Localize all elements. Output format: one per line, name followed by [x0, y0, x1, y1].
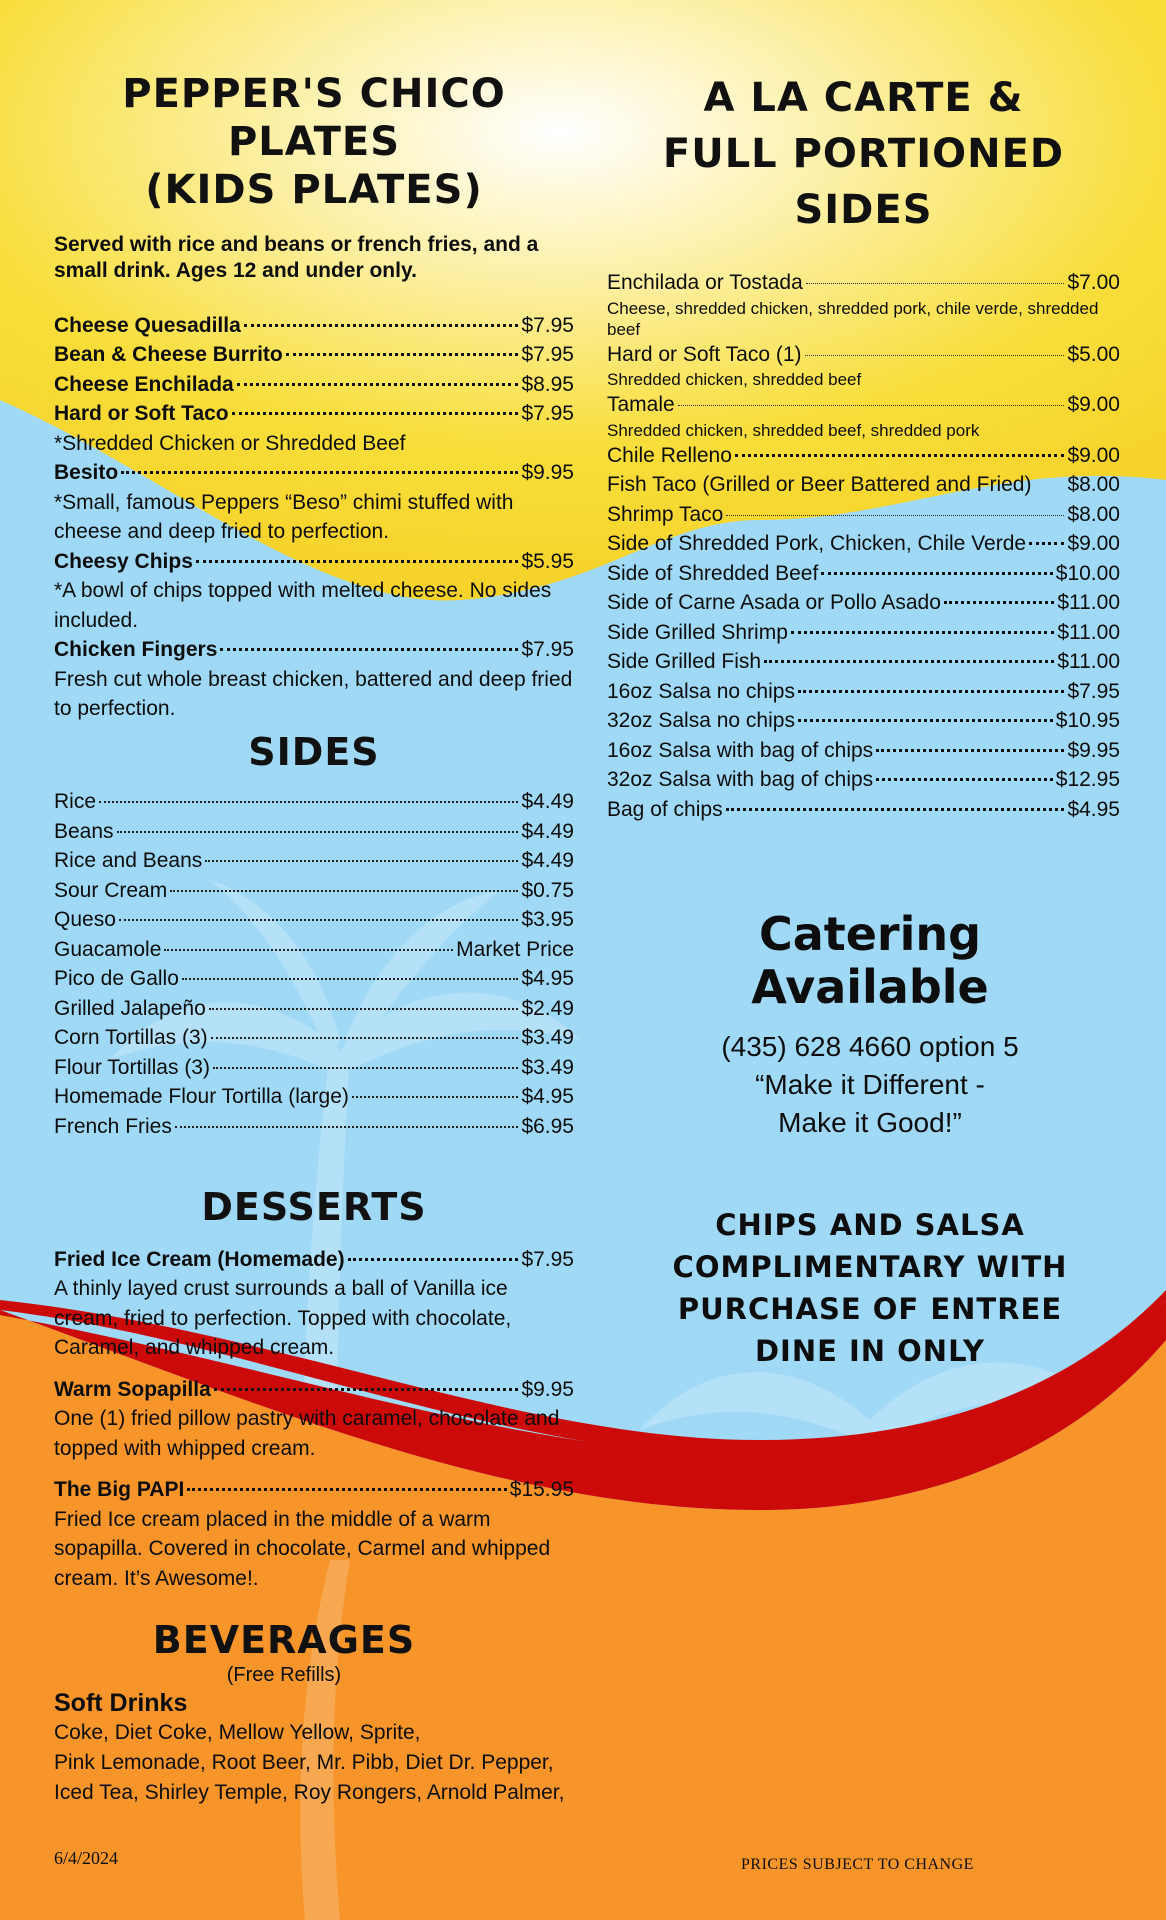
- menu-item-name: The Big PAPI: [54, 1478, 185, 1502]
- menu-item-price: $0.75: [521, 878, 574, 902]
- kids-intro: Served with rice and beans or french fries, and a small drink. Ages 12 and under only.: [54, 233, 539, 283]
- menu-item-price: $9.00: [1067, 443, 1120, 467]
- menu-item-row: [607, 677, 1120, 707]
- menu-item-name: Side of Carne Asada or Pollo Asado: [607, 591, 941, 614]
- menu-item-row: [54, 547, 574, 577]
- menu-item-name: Guacamole: [54, 937, 162, 961]
- alacarte-title-line1: A LA CARTE &: [703, 75, 1024, 121]
- menu-item-name: Cheese Quesadilla: [54, 313, 241, 337]
- menu-item-price: $15.95: [509, 1478, 574, 1502]
- chips-notice-line: COMPLIMENTARY WITH: [672, 1250, 1068, 1284]
- menu-item-row: [607, 529, 1120, 559]
- menu-item-name: Grilled Jalapeño: [54, 996, 206, 1020]
- menu-item-row: [607, 765, 1120, 795]
- menu-item-description: Shredded chicken, shredded beef: [607, 370, 862, 389]
- menu-item-price: $2.49: [521, 996, 574, 1020]
- catering-slogan-line1: “Make it Different -: [755, 1068, 985, 1100]
- menu-item-row: [54, 458, 574, 488]
- menu-item-price: $11.00: [1057, 620, 1120, 644]
- menu-item-name: Sour Cream: [54, 878, 168, 902]
- menu-item-row: [54, 1112, 574, 1142]
- menu-item-price: $11.00: [1057, 650, 1120, 673]
- dot-leader: [735, 454, 1065, 457]
- alacarte-title: [607, 70, 1120, 238]
- menu-item-row: [54, 787, 574, 817]
- beverages-line: Iced Tea, Shirley Temple, Roy Rongers, Arnold Palmer,: [54, 1780, 565, 1804]
- menu-item-price: $8.00: [1067, 473, 1120, 496]
- menu-item-name: Hard or Soft Taco (1): [607, 342, 802, 366]
- menu-item-row: [54, 635, 574, 665]
- menu-item-row: [54, 994, 574, 1024]
- menu-item-price: $5.95: [521, 549, 574, 573]
- menu-item-price: $9.95: [1067, 738, 1120, 762]
- chips-notice-line: CHIPS AND SALSA: [715, 1208, 1025, 1242]
- menu-item-description: *A bowl of chips topped with melted cheese. No sides included.: [54, 579, 552, 632]
- menu-item-row: [607, 500, 1120, 530]
- menu-item-price: $10.00: [1055, 561, 1120, 585]
- alacarte-title-line2: FULL PORTIONED SIDES: [662, 131, 1065, 233]
- menu-item-price: $7.95: [521, 402, 574, 425]
- menu-item-name: Homemade Flour Tortilla (large): [54, 1085, 349, 1109]
- menu-item-price: $10.95: [1055, 709, 1120, 732]
- menu-item-name: Tamale: [607, 393, 675, 416]
- dot-leader: [117, 831, 519, 833]
- dot-leader: [944, 601, 1054, 604]
- dot-leader: [220, 648, 518, 651]
- menu-item-name: French Fries: [54, 1114, 172, 1138]
- menu-item-name: 16oz Salsa no chips: [607, 679, 795, 703]
- menu-item-price: $4.95: [521, 1085, 574, 1109]
- menu-item-row: [607, 588, 1120, 618]
- sides-title: SIDES: [248, 729, 380, 774]
- dot-leader: [211, 1037, 519, 1039]
- menu-item-name: Side Grilled Fish: [607, 650, 762, 673]
- catering-title-line1: Catering: [758, 907, 982, 961]
- menu-item-row: [54, 311, 574, 341]
- beverages-subtitle: (Free Refills): [226, 1663, 342, 1686]
- dot-leader: [806, 283, 1065, 284]
- menu-item-price: $3.49: [521, 1055, 574, 1079]
- menu-item-name: 32oz Salsa no chips: [607, 709, 795, 732]
- left-column: [54, 70, 574, 1593]
- menu-item-price: $9.95: [521, 1377, 574, 1401]
- dot-leader: [164, 949, 453, 951]
- dot-leader: [876, 749, 1064, 752]
- beverages-title: BEVERAGES: [152, 1618, 416, 1662]
- menu-item-name: Cheesy Chips: [54, 549, 193, 573]
- dot-leader: [121, 471, 518, 474]
- menu-item-row: [54, 1475, 574, 1505]
- dot-leader: [805, 355, 1065, 356]
- catering-block: [640, 908, 1100, 1142]
- menu-item-description: Cheese, shredded chicken, shredded pork, chile verde, shredded beef: [607, 298, 1099, 339]
- menu-item-description: One (1) fried pillow pastry with caramel, chocolate and topped with whipped cream.: [54, 1407, 560, 1460]
- dot-leader: [678, 405, 1065, 406]
- prices-disclaimer: PRICES SUBJECT TO CHANGE: [741, 1856, 974, 1873]
- menu-item-description: Fried Ice cream placed in the middle of a warm sopapilla. Covered in chocolate, Carmel and whipped cream. It’s Awesome!.: [54, 1507, 551, 1590]
- dot-leader: [196, 560, 519, 563]
- kids-menu-list: [54, 311, 574, 724]
- dot-leader: [170, 890, 518, 892]
- menu-item-price: $12.95: [1055, 768, 1120, 791]
- dot-leader: [348, 1258, 519, 1261]
- dot-leader: [286, 353, 519, 356]
- dot-leader: [821, 572, 1052, 575]
- chips-notice-line: PURCHASE OF ENTREE: [677, 1292, 1063, 1326]
- dot-leader: [119, 919, 519, 921]
- menu-item-name: Chicken Fingers: [54, 638, 218, 661]
- menu-item-name: 32oz Salsa with bag of chips: [607, 768, 874, 791]
- menu-item-row: [54, 1375, 574, 1405]
- catering-title: [640, 908, 1100, 1014]
- menu-item-row: [54, 964, 574, 994]
- chips-salsa-notice: [660, 1204, 1080, 1372]
- dot-leader: [205, 860, 518, 862]
- menu-item-price: $4.95: [521, 967, 574, 991]
- kids-title-line2: (KIDS PLATES): [145, 167, 483, 213]
- dot-leader: [187, 1488, 506, 1491]
- menu-item-price: $7.95: [521, 638, 574, 661]
- menu-item-row: [607, 268, 1120, 298]
- beverages-line: Coke, Diet Coke, Mellow Yellow, Sprite,: [54, 1720, 421, 1744]
- menu-item-price: $5.00: [1067, 342, 1120, 366]
- menu-item-price: $6.95: [521, 1114, 574, 1138]
- menu-item-price: $4.49: [521, 790, 574, 814]
- menu-item-row: [54, 370, 574, 400]
- menu-item-name: Side of Shredded Pork, Chicken, Chile Verde: [607, 532, 1027, 555]
- dot-leader: [798, 719, 1053, 722]
- menu-item-row: [54, 817, 574, 847]
- menu-item-name: Bean & Cheese Burrito: [54, 343, 283, 366]
- menu-item-name: Flour Tortillas (3): [54, 1055, 210, 1079]
- dot-leader: [214, 1388, 519, 1391]
- menu-item-row: [54, 1023, 574, 1053]
- menu-item-price: Market Price: [456, 937, 574, 961]
- menu-item-price: $4.49: [521, 849, 574, 873]
- menu-item-price: $9.00: [1067, 393, 1120, 416]
- menu-item-name: Hard or Soft Taco: [54, 402, 229, 425]
- menu-item-row: [54, 1082, 574, 1112]
- menu-item-name: Fried Ice Cream (Homemade): [54, 1247, 345, 1271]
- menu-item-name: Shrimp Taco: [607, 502, 724, 526]
- menu-item-name: Warm Sopapilla: [54, 1377, 211, 1401]
- right-column: [607, 70, 1120, 824]
- menu-item-name: Queso: [54, 908, 116, 932]
- menu-item-row: [54, 399, 574, 429]
- desserts-menu-list: [54, 1245, 574, 1594]
- menu-item-price: $8.00: [1067, 502, 1120, 526]
- menu-item-name: 16oz Salsa with bag of chips: [607, 738, 874, 762]
- dot-leader: [99, 801, 518, 803]
- menu-item-price: $7.95: [521, 1247, 574, 1271]
- menu-item-row: [607, 736, 1120, 766]
- menu-item-price: $7.95: [521, 343, 574, 366]
- menu-date: 6/4/2024: [54, 1848, 119, 1868]
- menu-item-name: Besito: [54, 461, 119, 484]
- menu-item-price: $3.95: [521, 908, 574, 932]
- kids-title-line1: PEPPER'S CHICO PLATES: [122, 71, 506, 165]
- menu-item-row: [54, 905, 574, 935]
- menu-item-name: Side of Shredded Beef: [607, 561, 819, 585]
- menu-item-name: Side Grilled Shrimp: [607, 620, 788, 644]
- menu-item-row: [607, 795, 1120, 825]
- desserts-title: DESSERTS: [201, 1185, 427, 1230]
- chips-notice-line: DINE IN ONLY: [754, 1334, 986, 1368]
- alacarte-menu-list: [607, 268, 1120, 824]
- menu-item-description: *Shredded Chicken or Shredded Beef: [54, 431, 406, 455]
- menu-item-price: $4.49: [521, 819, 574, 843]
- menu-item-name: Pico de Gallo: [54, 967, 179, 991]
- menu-item-name: Cheese Enchilada: [54, 372, 234, 396]
- menu-item-row: [607, 441, 1120, 471]
- dot-leader: [209, 1008, 519, 1010]
- menu-item-row: [607, 390, 1120, 420]
- catering-phone: (435) 628 4660 option 5: [721, 1030, 1019, 1062]
- dot-leader: [726, 515, 1064, 516]
- menu-item-price: $7.95: [521, 313, 574, 337]
- menu-item-name: Bag of chips: [607, 797, 723, 821]
- menu-item-row: [54, 935, 574, 965]
- sides-menu-list: [54, 787, 574, 1141]
- beverages-section: [54, 1618, 614, 1808]
- menu-item-name: Corn Tortillas (3): [54, 1026, 208, 1050]
- menu-item-row: [607, 706, 1120, 736]
- menu-item-description: Shredded chicken, shredded beef, shredded pork: [607, 420, 980, 440]
- menu-item-price: $4.95: [1067, 797, 1120, 821]
- menu-item-row: [54, 1245, 574, 1275]
- menu-item-row: [607, 647, 1120, 677]
- beverages-line: Pink Lemonade, Root Beer, Mr. Pibb, Diet Dr. Pepper,: [54, 1750, 554, 1774]
- menu-item-row: [54, 876, 574, 906]
- dot-leader: [352, 1096, 519, 1098]
- dot-leader: [791, 631, 1054, 634]
- dot-leader: [175, 1126, 519, 1128]
- menu-item-description: Fresh cut whole breast chicken, battered and deep fried to perfection.: [54, 667, 573, 720]
- dot-leader: [213, 1067, 518, 1069]
- dot-leader: [232, 412, 519, 415]
- dot-leader: [764, 660, 1054, 663]
- menu-item-description: *Small, famous Peppers “Beso” chimi stuffed with cheese and deep fried to perfection.: [54, 490, 514, 543]
- dot-leader: [798, 690, 1064, 693]
- menu-item-price: $9.00: [1067, 532, 1120, 555]
- menu-item-row: [607, 559, 1120, 589]
- menu-item-row: [54, 1053, 574, 1083]
- menu-item-price: $9.95: [521, 461, 574, 484]
- menu-item-row: [54, 340, 574, 370]
- menu-item-row: [607, 618, 1120, 648]
- menu-item-name: Chile Relleno: [607, 443, 732, 467]
- kids-plates-title: [54, 70, 574, 214]
- menu-item-row: [54, 846, 574, 876]
- dot-leader: [1029, 542, 1064, 545]
- menu-item-row: [607, 340, 1120, 370]
- menu-item-price: $8.95: [521, 372, 574, 396]
- menu-item-price: $7.95: [1067, 679, 1120, 703]
- menu-item-name: Fish Taco (Grilled or Beer Battered and Fried): [607, 473, 1032, 496]
- menu-item-description: A thinly layed crust surrounds a ball of Vanilla ice cream, fried to perfection. Topped with chocolate, Caramel, and whipped cream.: [54, 1277, 512, 1360]
- menu-item-name: Rice and Beans: [54, 849, 203, 873]
- dot-leader: [726, 808, 1065, 811]
- dot-leader: [237, 383, 519, 386]
- menu-item-price: $3.49: [521, 1026, 574, 1050]
- menu-item-price: $7.00: [1067, 271, 1120, 294]
- dot-leader: [876, 778, 1053, 781]
- dot-leader: [244, 324, 519, 327]
- dot-leader: [182, 978, 519, 980]
- menu-item-row: [607, 470, 1120, 500]
- menu-item-name: Rice: [54, 790, 97, 814]
- catering-title-line2: Available: [751, 959, 989, 1014]
- catering-slogan-line2: Make it Good!”: [778, 1106, 962, 1138]
- soft-drinks-heading: Soft Drinks: [54, 1688, 188, 1717]
- menu-item-name: Enchilada or Tostada: [607, 271, 803, 294]
- menu-item-name: Beans: [54, 819, 114, 843]
- menu-item-price: $11.00: [1057, 591, 1120, 614]
